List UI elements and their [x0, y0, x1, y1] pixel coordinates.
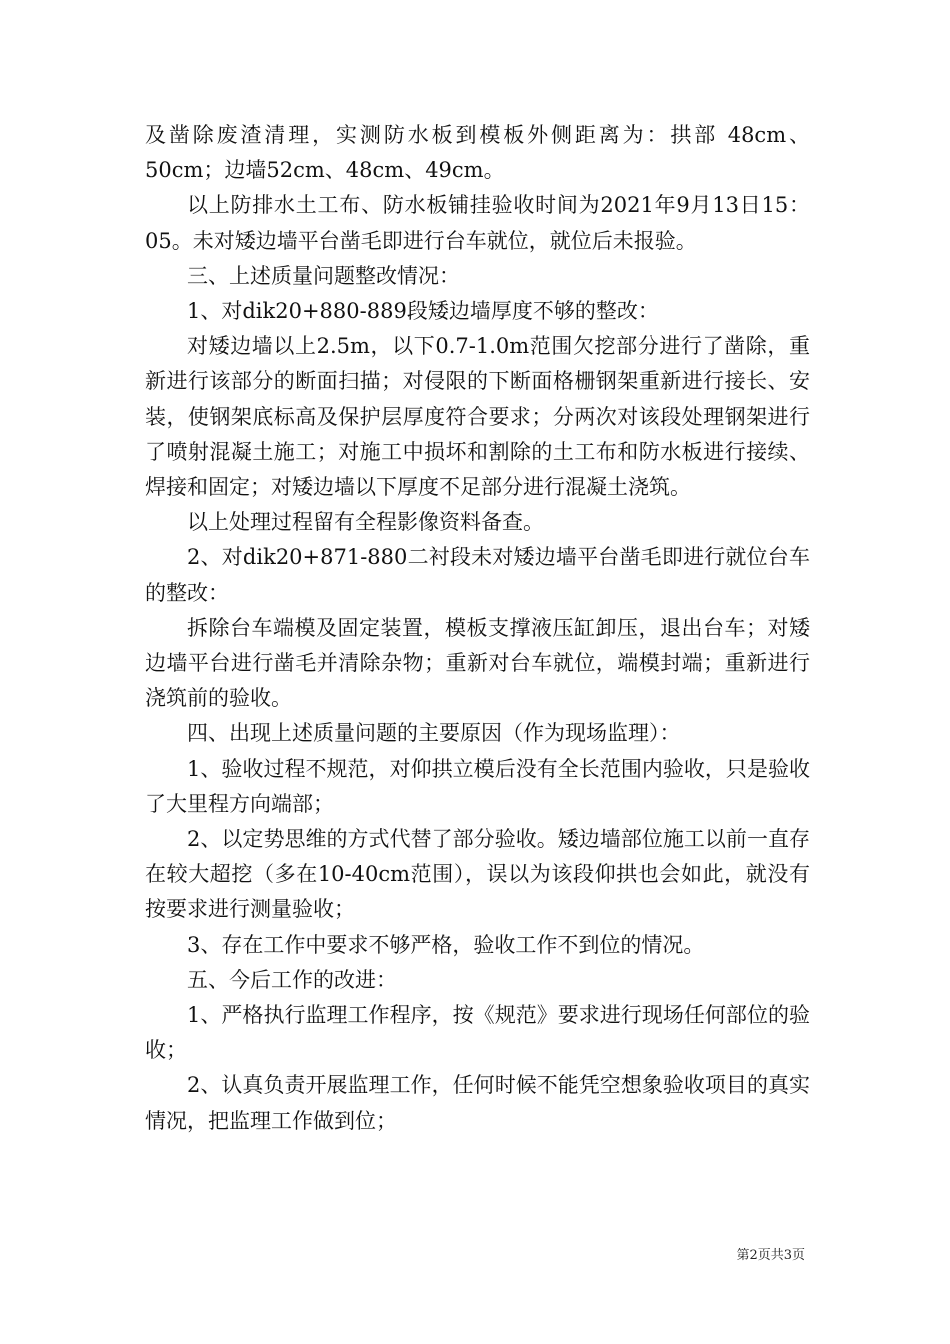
list-item: 2、以定势思维的方式代替了部分验收。矮边墙部位施工以前一直存在较大超挖（多在10-40cm范围），误以为该段仰拱也会如此，就没有按要求进行测量验收；: [145, 827, 810, 922]
subsection-heading: 1、对dik20+880-889段矮边墙厚度不够的整改：: [187, 299, 659, 324]
document-body: [145, 118, 810, 1139]
section-heading: 五、今后工作的改进：: [187, 967, 397, 992]
section-heading: 三、上述质量问题整改情况：: [187, 263, 460, 288]
page-number: 第2页共3页: [736, 1248, 805, 1263]
section-heading: 四、出现上述质量问题的主要原因（作为现场监理）：: [187, 721, 681, 746]
list-item: 1、验收过程不规范，对仰拱立模后没有全长范围内验收，只是验收了大里程方向端部；: [145, 756, 810, 816]
list-item: 2、认真负责开展监理工作，任何时候不能凭空想象验收项目的真实情况，把监理工作做到位；: [145, 1073, 810, 1133]
paragraph: 以上处理过程留有全程影像资料备查。: [187, 510, 544, 535]
paragraph: 对矮边墙以上2.5m，以下0.7-1.0m范围欠挖部分进行了凿除，重新进行该部分的断面扫描；对侵限的下断面格栅钢架重新进行接长、安装，使钢架底标高及保护层厚度符合要求；分两次对该段处理钢架进行了喷射混凝土施工；对施工中损坏和割除的土工布和防水板进行接续、焊接和固定；对矮边墙以下厚度不足部分进行混凝土浇筑。: [145, 334, 810, 500]
paragraph: 及凿除废渣清理，实测防水板到模板外侧距离为：拱部 48cm、50cm；边墙52cm、48cm、49cm。: [145, 123, 810, 183]
paragraph: 拆除台车端模及固定装置，模板支撑液压缸卸压，退出台车；对矮边墙平台进行凿毛并清除杂物；重新对台车就位，端模封端；重新进行浇筑前的验收。: [145, 615, 810, 711]
list-item: 1、严格执行监理工作程序，按《规范》要求进行现场任何部位的验收；: [145, 1003, 810, 1063]
list-item: 3、存在工作中要求不够严格，验收工作不到位的情况。: [187, 932, 705, 957]
subsection-heading: 2、对dik20+871-880二衬段未对矮边墙平台凿毛即进行就位台车的整改：: [145, 545, 810, 605]
paragraph: 以上防排水土工布、防水板铺挂验收时间为2021年9月13日15：05。未对矮边墙平台凿毛即进行台车就位，就位后未报验。: [145, 193, 810, 253]
